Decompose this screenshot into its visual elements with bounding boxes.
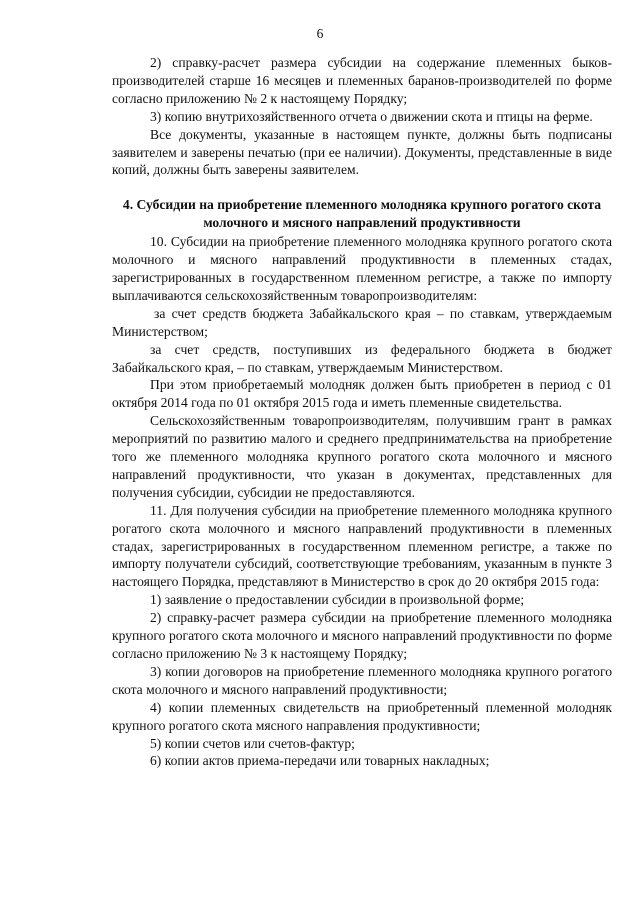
paragraph-documents-signature: Все документы, указанные в настоящем пункте, должны быть подписаны заявителем и заверены печатью (при ее наличии). Документы, представленные в виде копий, должны быть заверены заявителем. [112,126,612,178]
paragraph-item-2-calculation: 2) справку-расчет размера субсидии на содержание племенных быков-производителей старше 16 месяцев и племенных баранов-производителей по форме согласно приложению № 2 к настоящему Порядку; [112,55,612,106]
paragraph-clause-10: 10. Субсидии на приобретение племенного молодняка крупного рогатого скота молочного и мясного направлений продуктивности в племенных стадах, зарегистрированных в государственном племенном регистре, а также по импорту выплачиваются сельскохозяйственным товаропроизводителям: [112,234,612,303]
paragraph-item-3-farm-report: 3) копию внутрихозяйственного отчета о движении скота и птицы на ферме. [150,108,593,124]
page-number: 6 [316,26,324,41]
paragraph-regional-budget: за счет средств бюджета Забайкальского края – по ставкам, утверждаемым Министерством; [112,305,612,339]
list-item-acceptance-acts: 6) копии актов приема-передачи или товарных накладных; [150,753,490,769]
paragraph-clause-11: 11. Для получения субсидии на приобретение племенного молодняка крупного рогатого скота молочного и мясного направлений продуктивности в племенных стадах, зарегистрированных в государственном племенном регистре, а также по импорту получатели субсидий, соответствующие требованиям, указанным в пункте 3 настоящего Порядка, представляют в Министерство в срок до 20 октября 2015 года: [112,502,612,590]
paragraph-purchase-period: При этом приобретаемый молодняк должен быть приобретен в период с 01 октября 2014 года по 01 октября 2015 года и иметь племенные свидетельства. [112,377,612,411]
list-item-certificates: 4) копии племенных свидетельств на приобретенный племенной молодняк крупного рогатого скота мясного направления продуктивности; [112,699,612,733]
list-item-calculation: 2) справку-расчет размера субсидии на приобретение племенного молодняка крупного рогатого скота молочного и мясного направлений продуктивности по форме согласно приложению № 3 к настоящему Порядку; [112,610,612,661]
list-item-invoices: 5) копии счетов или счетов-фактур; [150,735,355,751]
list-item-application: 1) заявление о предоставлении субсидии в произвольной форме; [150,592,525,608]
document-body [112,54,612,770]
section-heading: 4. Субсидии на приобретение племенного молодняка крупного рогатого скота молочного и мясного направлений продуктивности [122,197,602,230]
paragraph-federal-budget: за счет средств, поступивших из федерального бюджета в бюджет Забайкальского края, – по ставкам, утверждаемым Министерством. [112,341,612,375]
paragraph-grant-exclusion: Сельскохозяйственным товаропроизводителям, получившим грант в рамках мероприятий по развитию малого и среднего предпринимательства на приобретение того же племенного молодняка крупного рогатого скота молочного и мясного направлений продуктивности, что указан в документах, представленных для получения субсидии, субсидии не предоставляются. [112,413,612,500]
list-item-contracts: 3) копии договоров на приобретение племенного молодняка крупного рогатого скота молочного и мясного направлений продуктивности; [112,663,612,697]
